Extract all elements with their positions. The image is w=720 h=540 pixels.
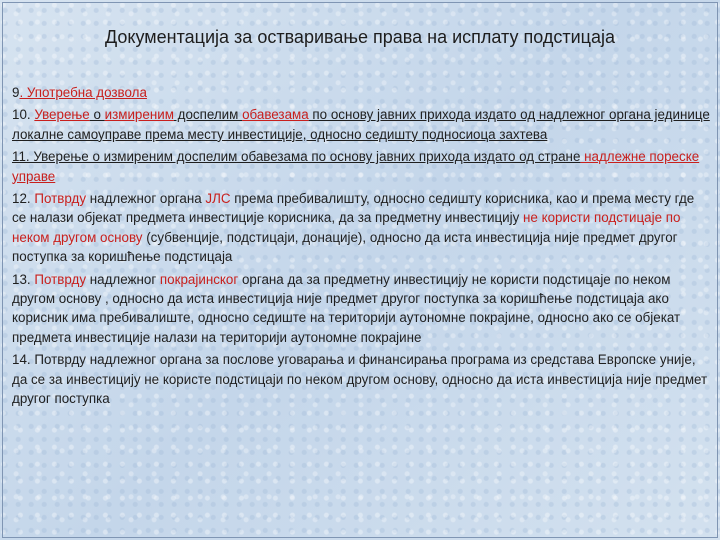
item-13-number: 13.: [12, 271, 35, 287]
item-9-text: . Употребна дозвола: [19, 85, 147, 100]
item-14-text: 14. Потврду надлежног органа за послове уговарања и финансирања програма из средстава Европске уније, да се за инвестицију не користе подстицаји по неком другом основу, односно да иста инвестиција није предмет другог поступка: [12, 352, 708, 407]
item-12-text-1: надлежног органа: [86, 191, 206, 207]
list-item-9: [12, 83, 712, 102]
item-12-text-2: према пребивалишту, односно седишту корисника, као и према месту где се налази објекат предмета инвестиције корисника, да за предметну инвестицију: [12, 191, 695, 226]
item-13-text-1: надлежног: [86, 271, 160, 287]
item-10-highlight-2: измиреним: [104, 107, 174, 123]
item-13-highlight-2: покрајинског: [159, 271, 239, 287]
item-11-highlight: надлежне пореске управе: [12, 149, 700, 184]
list-item-11: [12, 147, 712, 186]
document-list: [12, 83, 712, 412]
list-item-14: [12, 350, 712, 408]
slide-title: Документација за остваривање права на исплату подстицаја: [105, 27, 615, 47]
item-12-number: 12.: [12, 191, 35, 207]
list-item-12: [12, 189, 712, 267]
item-10-text-2: доспелим: [173, 107, 243, 123]
item-13-highlight-1: Потврду: [34, 271, 87, 287]
item-10-highlight-1: Уверење: [34, 107, 90, 123]
item-10-text-1: о: [89, 107, 105, 123]
item-12-highlight-1: Потврду: [34, 191, 87, 207]
item-12-text-3: (субвенције, подстицаји, донације), односно да иста инвестиција није предмет другог поступка за коришћење подстицаја: [12, 229, 678, 265]
item-12-highlight-2: ЈЛС: [205, 191, 231, 207]
item-13-text-2: органа да за предметну инвестицију не користи подстицаје по неком другом основу , односно да иста инвестиција није предмет другог поступка за коришћење подстицаја ако корисник има пребивалиште, односно седиште на територији аутономне покрајине, односно ако се објекат предмета инвестиције налази на територији аутономне покрајине: [12, 271, 681, 345]
item-11-text: 11. Уверење о измиреним доспелим обавезама по основу јавних прихода издато од стране: [12, 149, 581, 165]
item-12-highlight-3: не користи подстицаје по неком другом основу: [12, 210, 681, 245]
item-10-text-3: по основу јавних прихода издато од надлежног органа јединице локалне самоуправе према месту инвестиције, односно седишту подносиоца захтева: [12, 107, 710, 142]
list-item-13: [12, 270, 712, 348]
list-item-10: [12, 105, 712, 144]
item-10-number: 10.: [12, 107, 35, 123]
item-9-number: 9: [12, 85, 20, 100]
item-10-highlight-3: обавезама: [242, 107, 309, 123]
